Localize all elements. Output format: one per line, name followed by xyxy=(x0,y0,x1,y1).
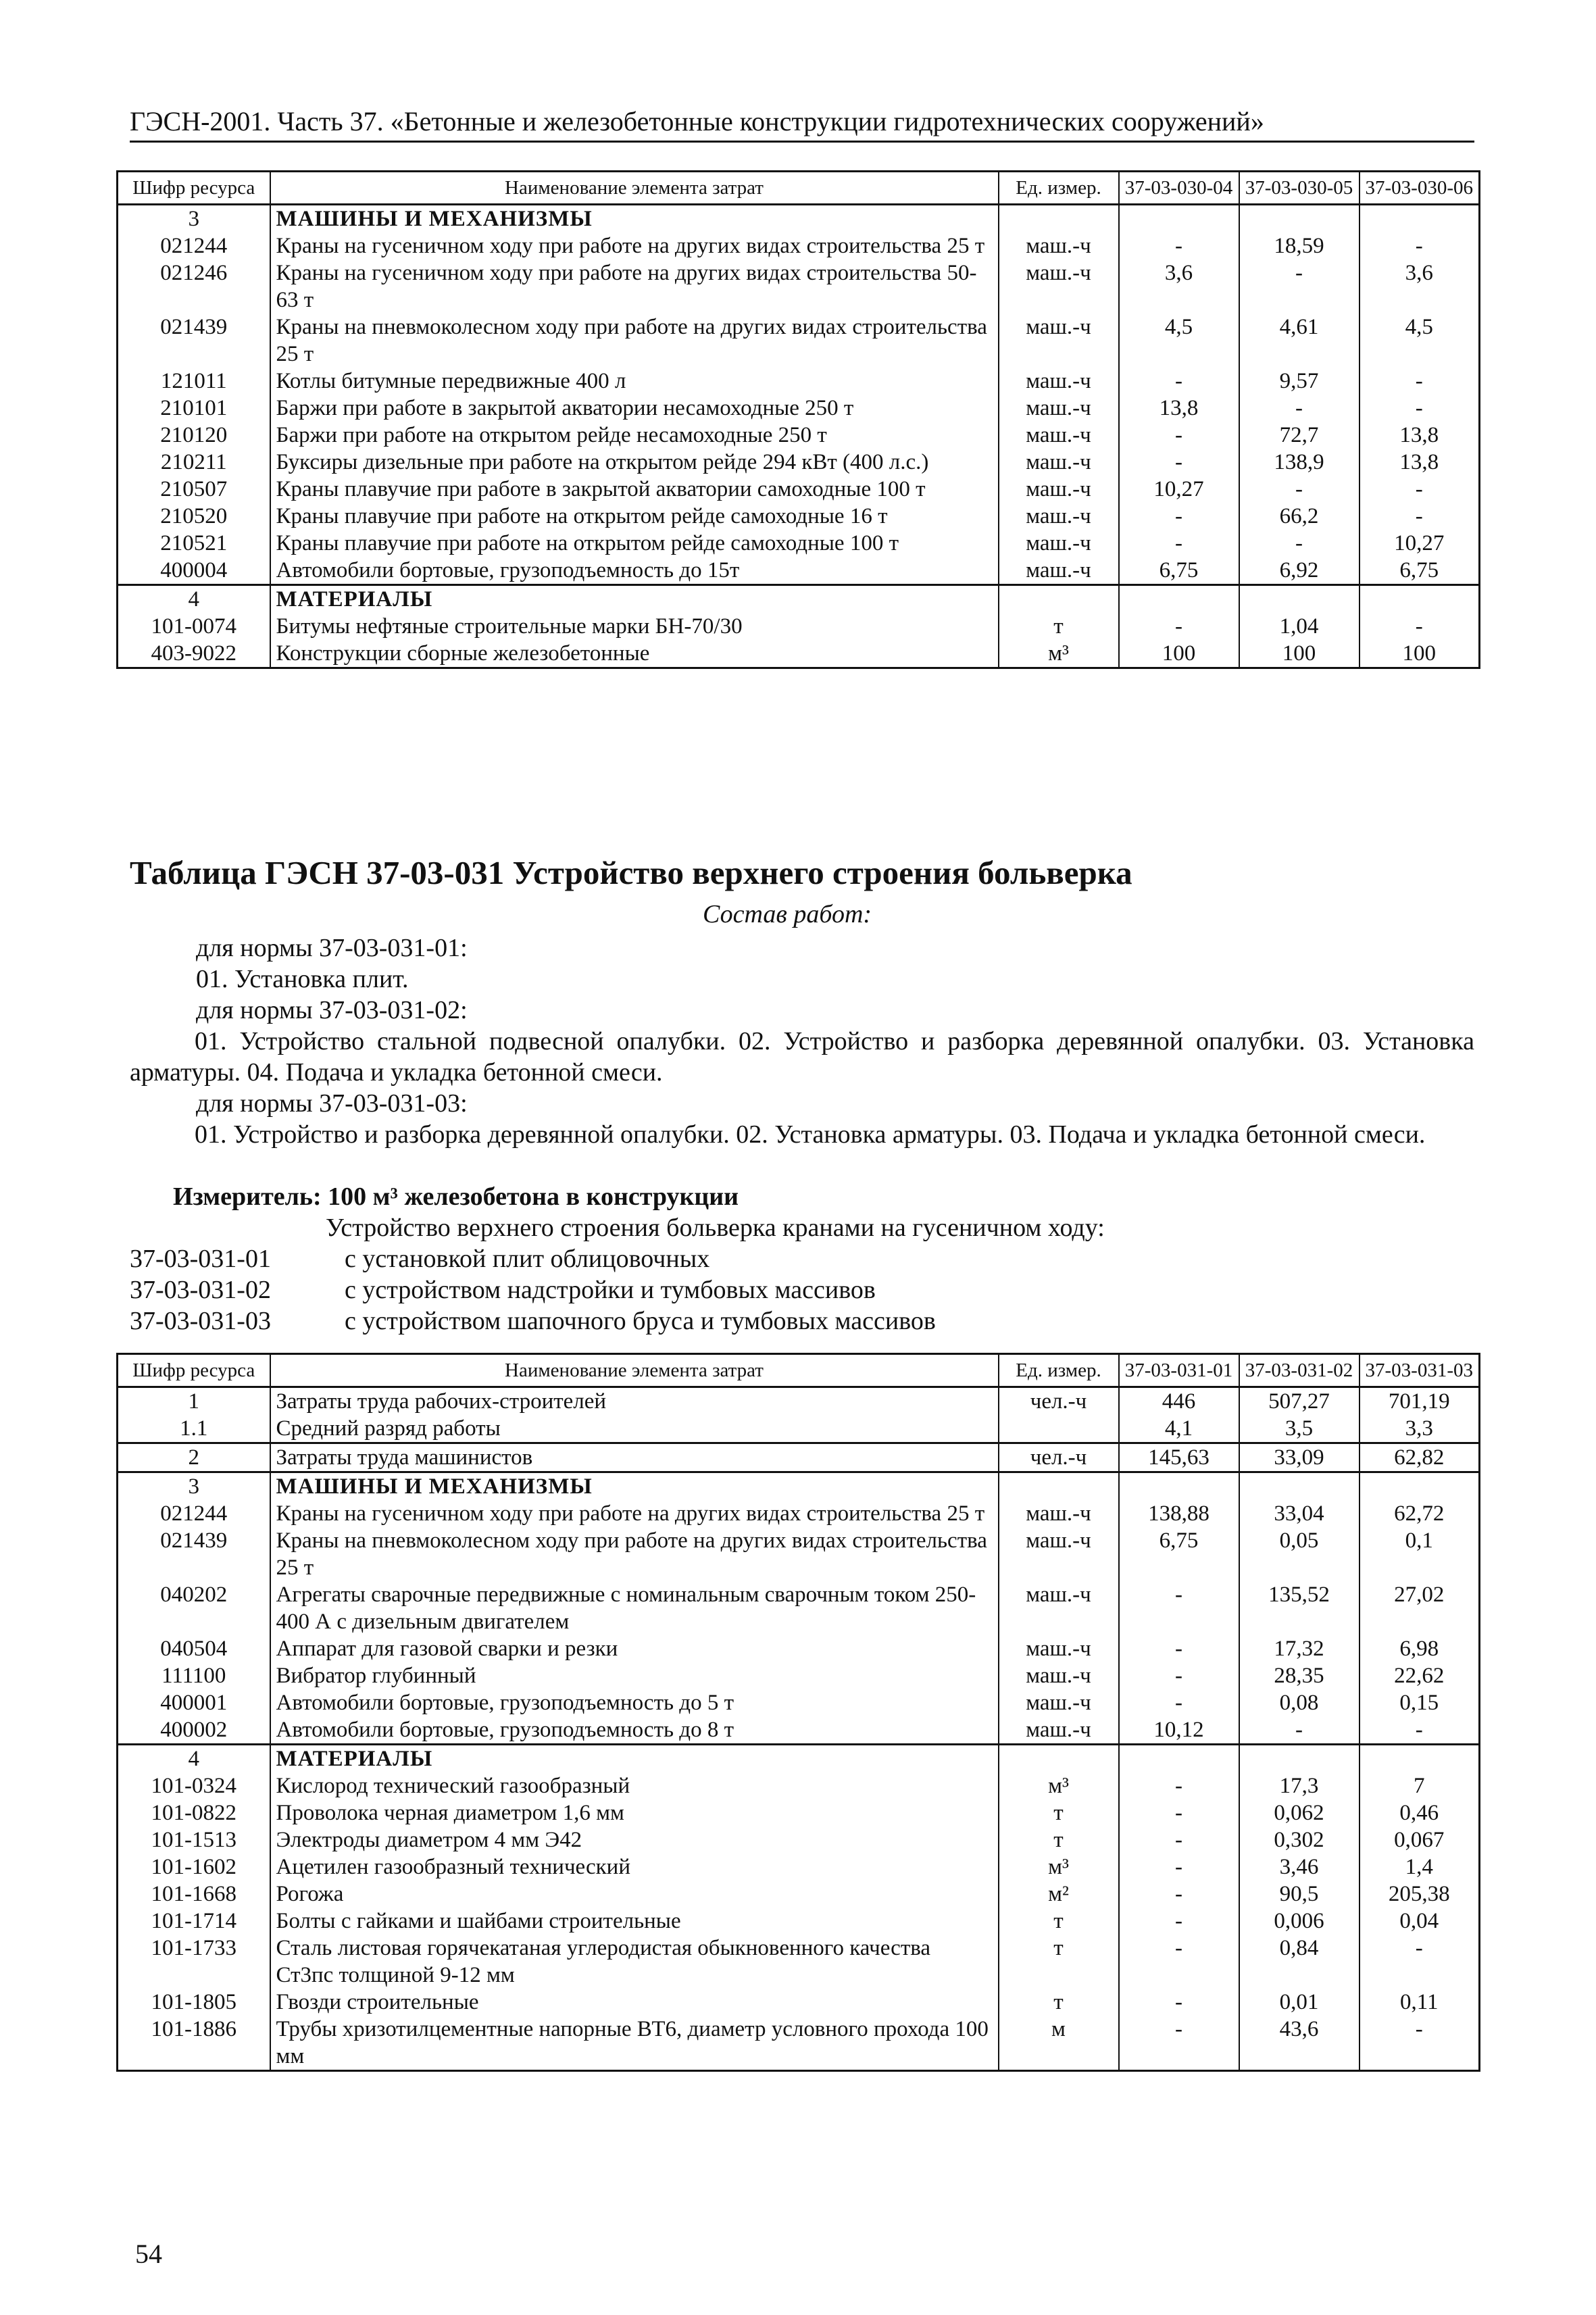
unit-cell: маш.-ч xyxy=(999,1635,1119,1662)
norm-1-value-cell: - xyxy=(1119,1908,1239,1935)
norm-1-value-cell: - xyxy=(1119,1989,1239,2016)
header-unit: Ед. измер. xyxy=(999,172,1119,205)
norm-3-value-cell: - xyxy=(1360,476,1480,503)
norm-2-value-cell: 0,84 xyxy=(1239,1935,1360,1989)
norm-1-works: 01. Установка плит. xyxy=(196,965,409,993)
norm-2-value-cell: 43,6 xyxy=(1239,2016,1360,2071)
table-row xyxy=(118,1415,1480,1443)
unit-cell: маш.-ч xyxy=(999,557,1119,585)
header-norm-3: 37-03-030-06 xyxy=(1360,172,1480,205)
resource-code-cell: 210211 xyxy=(118,449,270,476)
norm-1-value-cell: 6,75 xyxy=(1119,1527,1239,1581)
norm-1-value-cell xyxy=(1119,1472,1239,1501)
table-row xyxy=(118,1689,1480,1716)
table-row xyxy=(118,1716,1480,1745)
table-row xyxy=(118,2016,1480,2071)
table-row xyxy=(118,1527,1480,1581)
norm-1-value-cell: 138,88 xyxy=(1119,1500,1239,1527)
norm-3-value-cell: 0,04 xyxy=(1360,1908,1480,1935)
table-row xyxy=(118,1662,1480,1689)
norm-3-value-cell: 0,15 xyxy=(1360,1689,1480,1716)
unit-cell: т xyxy=(999,1989,1119,2016)
resource-name-cell: Рогожа xyxy=(270,1881,999,1908)
table-row xyxy=(118,476,1480,503)
norm-3-works: 01. Устройство и разборка деревянной опалубки. 02. Установка арматуры. 03. Подача и укладка бетонной смеси. xyxy=(195,1120,1426,1149)
variant-text: с устройством надстройки и тумбовых массивов xyxy=(345,1276,876,1304)
variant-code: 37-03-031-03 xyxy=(130,1307,271,1335)
norm-1-value-cell: 4,1 xyxy=(1119,1415,1239,1443)
norm-3-value-cell: 3,6 xyxy=(1360,259,1480,314)
norm-1-value-cell: - xyxy=(1119,1826,1239,1853)
table-row xyxy=(118,422,1480,449)
unit-cell: маш.-ч xyxy=(999,368,1119,395)
page-number: 54 xyxy=(135,2239,162,2269)
norm-2-value-cell: 6,92 xyxy=(1239,557,1360,585)
resource-name-cell: Краны на гусеничном ходу при работе на других видах строительства 50-63 т xyxy=(270,259,999,314)
unit-cell: маш.-ч xyxy=(999,530,1119,557)
unit-cell: маш.-ч xyxy=(999,395,1119,422)
norm-3-label: для нормы 37-03-031-03: xyxy=(196,1089,468,1118)
resource-code-cell: 210507 xyxy=(118,476,270,503)
unit-cell xyxy=(999,1745,1119,1773)
resource-code-cell: 101-1602 xyxy=(118,1853,270,1881)
resource-name-cell: Баржи при работе в закрытой акватории несамоходные 250 т xyxy=(270,395,999,422)
norm-3-value-cell xyxy=(1360,585,1480,614)
resource-code-cell: 040202 xyxy=(118,1581,270,1635)
norm-3-value-cell: 22,62 xyxy=(1360,1662,1480,1689)
norm-2-value-cell: 0,006 xyxy=(1239,1908,1360,1935)
norm-2-value-cell: 18,59 xyxy=(1239,232,1360,259)
norm-3-value-cell xyxy=(1360,1472,1480,1501)
table-row xyxy=(118,1635,1480,1662)
resource-code-cell: 021439 xyxy=(118,1527,270,1581)
resource-code-cell: 111100 xyxy=(118,1662,270,1689)
resource-name-cell: Баржи при работе на открытом рейде несамоходные 250 т xyxy=(270,422,999,449)
norm-1-value-cell: - xyxy=(1119,1935,1239,1989)
norm-2-value-cell: 33,04 xyxy=(1239,1500,1360,1527)
norm-3-value-cell xyxy=(1360,205,1480,233)
norm-2-value-cell: 0,01 xyxy=(1239,1989,1360,2016)
resource-code-cell: 101-0074 xyxy=(118,613,270,640)
resource-code-cell: 101-1886 xyxy=(118,2016,270,2071)
resource-name-cell: Затраты труда рабочих-строителей xyxy=(270,1387,999,1416)
unit-cell: маш.-ч xyxy=(999,422,1119,449)
norm-3-value-cell: 27,02 xyxy=(1360,1581,1480,1635)
norm-3-value-cell: 6,98 xyxy=(1360,1635,1480,1662)
table-row xyxy=(118,1935,1480,1989)
norm-3-value-cell: - xyxy=(1360,1716,1480,1745)
work-composition-heading: Состав работ: xyxy=(703,900,872,928)
norm-3-value-cell: - xyxy=(1360,395,1480,422)
unit-cell: т xyxy=(999,1935,1119,1989)
norm-1-value-cell: 446 xyxy=(1119,1387,1239,1416)
resource-code-cell: 210521 xyxy=(118,530,270,557)
resource-name-cell: Автомобили бортовые, грузоподъемность до 15т xyxy=(270,557,999,585)
norm-3-value-cell: 0,067 xyxy=(1360,1826,1480,1853)
resource-name-cell: Электроды диаметром 4 мм Э42 xyxy=(270,1826,999,1853)
norm-3-value-cell: - xyxy=(1360,503,1480,530)
norm-3-value-cell: - xyxy=(1360,1935,1480,1989)
resource-name-cell: Аппарат для газовой сварки и резки xyxy=(270,1635,999,1662)
norm-2-value-cell: 28,35 xyxy=(1239,1662,1360,1689)
unit-cell: маш.-ч xyxy=(999,476,1119,503)
norm-2-works: 01. Устройство стальной подвесной опалубки. 02. Устройство и разборка деревянной опалубки. 03. Установка арматуры. 04. Подача и укладка бетонной смеси. xyxy=(130,1027,1474,1087)
resource-table-030 xyxy=(116,170,1480,669)
resource-code-cell: 021246 xyxy=(118,259,270,314)
table-row xyxy=(118,530,1480,557)
resource-code-cell: 021244 xyxy=(118,1500,270,1527)
unit-cell: маш.-ч xyxy=(999,503,1119,530)
variants-intro: Устройство верхнего строения больверка кранами на гусеничном ходу: xyxy=(326,1214,1105,1242)
header-name: Наименование элемента затрат xyxy=(270,172,999,205)
measure-unit: Измеритель: 100 м³ железобетона в конструкции xyxy=(173,1183,739,1211)
norm-3-value-cell: 4,5 xyxy=(1360,314,1480,368)
norm-2-value-cell xyxy=(1239,585,1360,614)
norm-3-value-cell: 62,82 xyxy=(1360,1443,1480,1472)
resource-code-cell: 101-1513 xyxy=(118,1826,270,1853)
norm-1-value-cell: 13,8 xyxy=(1119,395,1239,422)
table-header-row xyxy=(118,172,1480,205)
table-row xyxy=(118,368,1480,395)
norm-2-value-cell: 3,46 xyxy=(1239,1853,1360,1881)
header-code: Шифр ресурса xyxy=(118,1354,270,1387)
table-row xyxy=(118,1908,1480,1935)
norm-3-value-cell: 0,11 xyxy=(1360,1989,1480,2016)
header-norm-1: 37-03-030-04 xyxy=(1119,172,1239,205)
table-row xyxy=(118,1853,1480,1881)
unit-cell xyxy=(999,1472,1119,1501)
norm-2-value-cell: - xyxy=(1239,395,1360,422)
norm-1-value-cell: - xyxy=(1119,1853,1239,1881)
resource-name-cell: Краны плавучие при работе на открытом рейде самоходные 16 т xyxy=(270,503,999,530)
unit-cell: маш.-ч xyxy=(999,259,1119,314)
resource-code-cell: 021244 xyxy=(118,232,270,259)
resource-name-cell: Автомобили бортовые, грузоподъемность до 8 т xyxy=(270,1716,999,1745)
norm-2-value-cell: 9,57 xyxy=(1239,368,1360,395)
norm-3-value-cell: 6,75 xyxy=(1360,557,1480,585)
norm-2-value-cell: 0,08 xyxy=(1239,1689,1360,1716)
norm-1-value-cell: - xyxy=(1119,1689,1239,1716)
table-row xyxy=(118,1387,1480,1416)
norm-2-value-cell: 90,5 xyxy=(1239,1881,1360,1908)
variant-code: 37-03-031-01 xyxy=(130,1245,271,1273)
norm-3-value-cell: 0,1 xyxy=(1360,1527,1480,1581)
resource-code-cell: 403-9022 xyxy=(118,640,270,668)
unit-cell: маш.-ч xyxy=(999,314,1119,368)
table-row xyxy=(118,1799,1480,1826)
resource-code-cell: 210520 xyxy=(118,503,270,530)
resource-code-cell: 040504 xyxy=(118,1635,270,1662)
unit-cell: м³ xyxy=(999,1853,1119,1881)
resource-code-cell: 400002 xyxy=(118,1716,270,1745)
norm-3-value-cell: 13,8 xyxy=(1360,422,1480,449)
resource-code-cell: 101-1668 xyxy=(118,1881,270,1908)
table-row xyxy=(118,259,1480,314)
resource-name-cell: Сталь листовая горячекатаная углеродистая обыкновенного качества Ст3пс толщиной 9-12 мм xyxy=(270,1935,999,1989)
unit-cell: т xyxy=(999,1908,1119,1935)
section-row xyxy=(118,585,1480,614)
resource-code-cell: 021439 xyxy=(118,314,270,368)
section-row xyxy=(118,205,1480,233)
unit-cell: м³ xyxy=(999,640,1119,668)
norm-3-value-cell: 10,27 xyxy=(1360,530,1480,557)
table-header-row xyxy=(118,1354,1480,1387)
norm-2-value-cell: 17,32 xyxy=(1239,1635,1360,1662)
unit-cell xyxy=(999,1415,1119,1443)
norm-3-value-cell: 7 xyxy=(1360,1772,1480,1799)
unit-cell: т xyxy=(999,1826,1119,1853)
resource-code-cell: 3 xyxy=(118,205,270,233)
norm-2-value-cell: 3,5 xyxy=(1239,1415,1360,1443)
variant-text: с установкой плит облицовочных xyxy=(345,1245,710,1273)
norm-1-value-cell: - xyxy=(1119,1635,1239,1662)
variant-code: 37-03-031-02 xyxy=(130,1276,271,1304)
table-row xyxy=(118,1581,1480,1635)
resource-name-cell: Средний разряд работы xyxy=(270,1415,999,1443)
table-row xyxy=(118,395,1480,422)
resource-code-cell: 2 xyxy=(118,1443,270,1472)
norm-1-value-cell: - xyxy=(1119,1799,1239,1826)
norm-1-value-cell: - xyxy=(1119,1662,1239,1689)
unit-cell: чел.-ч xyxy=(999,1443,1119,1472)
norm-2-value-cell: 100 xyxy=(1239,640,1360,668)
table-row xyxy=(118,640,1480,668)
resource-name-cell: Болты с гайками и шайбами строительные xyxy=(270,1908,999,1935)
norm-3-value-cell: 13,8 xyxy=(1360,449,1480,476)
header-name: Наименование элемента затрат xyxy=(270,1354,999,1387)
unit-cell: маш.-ч xyxy=(999,232,1119,259)
norm-2-label: для нормы 37-03-031-02: xyxy=(196,996,468,1024)
resource-name-cell: Агрегаты сварочные передвижные с номинальным сварочным током 250-400 А с дизельным двигателем xyxy=(270,1581,999,1635)
norm-2-value-cell: - xyxy=(1239,530,1360,557)
unit-cell: маш.-ч xyxy=(999,1500,1119,1527)
table-title: Таблица ГЭСН 37-03-031 Устройство верхнего строения больверка xyxy=(130,854,1132,891)
unit-cell: маш.-ч xyxy=(999,1689,1119,1716)
norm-2-value-cell: 135,52 xyxy=(1239,1581,1360,1635)
norm-1-value-cell: 4,5 xyxy=(1119,314,1239,368)
norm-1-value-cell: - xyxy=(1119,613,1239,640)
running-header: ГЭСН-2001. Часть 37. «Бетонные и железобетонные конструкции гидротехнических сооружений» xyxy=(130,105,1474,143)
resource-code-cell: 4 xyxy=(118,1745,270,1773)
header-code: Шифр ресурса xyxy=(118,172,270,205)
resource-code-cell: 101-1805 xyxy=(118,1989,270,2016)
variant-text: с устройством шапочного бруса и тумбовых массивов xyxy=(345,1307,936,1335)
table-row xyxy=(118,503,1480,530)
norm-1-value-cell xyxy=(1119,1745,1239,1773)
resource-code-cell: 400001 xyxy=(118,1689,270,1716)
table-row xyxy=(118,1500,1480,1527)
resource-name-cell: Трубы хризотилцементные напорные ВТ6, диаметр условного прохода 100 мм xyxy=(270,2016,999,2071)
norm-1-value-cell: - xyxy=(1119,1581,1239,1635)
resource-code-cell: 101-1714 xyxy=(118,1908,270,1935)
norm-3-value-cell: - xyxy=(1360,2016,1480,2071)
table-row xyxy=(118,1772,1480,1799)
norm-1-value-cell: 6,75 xyxy=(1119,557,1239,585)
norm-3-value-cell: - xyxy=(1360,368,1480,395)
norm-1-value-cell: 10,27 xyxy=(1119,476,1239,503)
norm-3-value-cell: - xyxy=(1360,613,1480,640)
norm-1-value-cell: - xyxy=(1119,530,1239,557)
unit-cell: м xyxy=(999,2016,1119,2071)
norm-3-value-cell xyxy=(1360,1745,1480,1773)
resource-code-cell: 121011 xyxy=(118,368,270,395)
section-row xyxy=(118,1472,1480,1501)
table-row xyxy=(118,1989,1480,2016)
unit-cell: маш.-ч xyxy=(999,1581,1119,1635)
resource-name-cell: Краны на пневмоколесном ходу при работе на других видах строительства 25 т xyxy=(270,314,999,368)
norm-1-value-cell: - xyxy=(1119,368,1239,395)
resource-name-cell: Вибратор глубинный xyxy=(270,1662,999,1689)
norm-3-value-cell: - xyxy=(1360,232,1480,259)
norm-1-value-cell: - xyxy=(1119,1772,1239,1799)
norm-2-value-cell: 0,302 xyxy=(1239,1826,1360,1853)
resource-name-cell: Краны плавучие при работе в закрытой акватории самоходные 100 т xyxy=(270,476,999,503)
resource-table-031 xyxy=(116,1353,1480,2072)
norm-2-value-cell: 1,04 xyxy=(1239,613,1360,640)
resource-name-cell: МАТЕРИАЛЫ xyxy=(270,585,999,614)
unit-cell: т xyxy=(999,1799,1119,1826)
resource-name-cell: Котлы битумные передвижные 400 л xyxy=(270,368,999,395)
norm-1-value-cell: 10,12 xyxy=(1119,1716,1239,1745)
section-row xyxy=(118,1745,1480,1773)
resource-code-cell: 1 xyxy=(118,1387,270,1416)
norm-2-value-cell xyxy=(1239,205,1360,233)
norm-2-value-cell: - xyxy=(1239,259,1360,314)
resource-name-cell: Буксиры дизельные при работе на открытом рейде 294 кВт (400 л.с.) xyxy=(270,449,999,476)
unit-cell xyxy=(999,205,1119,233)
unit-cell: маш.-ч xyxy=(999,1662,1119,1689)
norm-2-value-cell: 0,05 xyxy=(1239,1527,1360,1581)
norm-3-value-cell: 1,4 xyxy=(1360,1853,1480,1881)
norm-2-value-cell: - xyxy=(1239,1716,1360,1745)
norm-2-value-cell: 66,2 xyxy=(1239,503,1360,530)
norm-2-value-cell: 72,7 xyxy=(1239,422,1360,449)
header-unit: Ед. измер. xyxy=(999,1354,1119,1387)
norm-2-value-cell: 17,3 xyxy=(1239,1772,1360,1799)
table-row xyxy=(118,449,1480,476)
norm-1-value-cell: - xyxy=(1119,1881,1239,1908)
resource-name-cell: Краны на пневмоколесном ходу при работе на других видах строительства 25 т xyxy=(270,1527,999,1581)
resource-name-cell: Проволока черная диаметром 1,6 мм xyxy=(270,1799,999,1826)
resource-name-cell: Ацетилен газообразный технический xyxy=(270,1853,999,1881)
norm-1-value-cell: - xyxy=(1119,422,1239,449)
norm-2-value-cell: 33,09 xyxy=(1239,1443,1360,1472)
norm-2-value-cell: 507,27 xyxy=(1239,1387,1360,1416)
norm-3-value-cell: 3,3 xyxy=(1360,1415,1480,1443)
unit-cell xyxy=(999,585,1119,614)
norm-1-value-cell xyxy=(1119,585,1239,614)
norm-1-value-cell: - xyxy=(1119,449,1239,476)
resource-name-cell: Краны плавучие при работе на открытом рейде самоходные 100 т xyxy=(270,530,999,557)
table-row xyxy=(118,314,1480,368)
resource-code-cell: 101-0324 xyxy=(118,1772,270,1799)
norm-1-value-cell: 3,6 xyxy=(1119,259,1239,314)
resource-name-cell: Затраты труда машинистов xyxy=(270,1443,999,1472)
unit-cell: маш.-ч xyxy=(999,449,1119,476)
unit-cell: чел.-ч xyxy=(999,1387,1119,1416)
resource-name-cell: МАШИНЫ И МЕХАНИЗМЫ xyxy=(270,205,999,233)
resource-name-cell: Гвозди строительные xyxy=(270,1989,999,2016)
norm-1-value-cell: 145,63 xyxy=(1119,1443,1239,1472)
norm-3-value-cell: 701,19 xyxy=(1360,1387,1480,1416)
resource-code-cell: 210120 xyxy=(118,422,270,449)
unit-cell: маш.-ч xyxy=(999,1716,1119,1745)
header-norm-3: 37-03-031-03 xyxy=(1360,1354,1480,1387)
table-row xyxy=(118,1826,1480,1853)
header-norm-2: 37-03-030-05 xyxy=(1239,172,1360,205)
table-row xyxy=(118,1443,1480,1472)
resource-code-cell: 1.1 xyxy=(118,1415,270,1443)
norm-2-value-cell: 0,062 xyxy=(1239,1799,1360,1826)
resource-code-cell: 101-1733 xyxy=(118,1935,270,1989)
norm-2-value-cell xyxy=(1239,1745,1360,1773)
table-row xyxy=(118,232,1480,259)
resource-code-cell: 4 xyxy=(118,585,270,614)
table-row xyxy=(118,557,1480,585)
unit-cell: маш.-ч xyxy=(999,1527,1119,1581)
unit-cell: т xyxy=(999,613,1119,640)
norm-1-value-cell: 100 xyxy=(1119,640,1239,668)
norm-1-value-cell xyxy=(1119,205,1239,233)
norm-2-value-cell: - xyxy=(1239,476,1360,503)
resource-name-cell: Краны на гусеничном ходу при работе на других видах строительства 25 т xyxy=(270,1500,999,1527)
norm-3-value-cell: 100 xyxy=(1360,640,1480,668)
norm-2-value-cell xyxy=(1239,1472,1360,1501)
resource-name-cell: Конструкции сборные железобетонные xyxy=(270,640,999,668)
header-norm-1: 37-03-031-01 xyxy=(1119,1354,1239,1387)
resource-name-cell: МАШИНЫ И МЕХАНИЗМЫ xyxy=(270,1472,999,1501)
resource-code-cell: 101-0822 xyxy=(118,1799,270,1826)
table-row xyxy=(118,1881,1480,1908)
norm-1-label: для нормы 37-03-031-01: xyxy=(196,934,468,962)
norm-2-value-cell: 138,9 xyxy=(1239,449,1360,476)
resource-name-cell: Краны на гусеничном ходу при работе на других видах строительства 25 т xyxy=(270,232,999,259)
resource-name-cell: Кислород технический газообразный xyxy=(270,1772,999,1799)
norm-1-value-cell: - xyxy=(1119,2016,1239,2071)
resource-name-cell: Битумы нефтяные строительные марки БН-70/30 xyxy=(270,613,999,640)
norm-3-value-cell: 62,72 xyxy=(1360,1500,1480,1527)
unit-cell: м² xyxy=(999,1881,1119,1908)
norm-3-value-cell: 0,46 xyxy=(1360,1799,1480,1826)
unit-cell: м³ xyxy=(999,1772,1119,1799)
table-row xyxy=(118,613,1480,640)
header-norm-2: 37-03-031-02 xyxy=(1239,1354,1360,1387)
resource-code-cell: 400004 xyxy=(118,557,270,585)
resource-code-cell: 3 xyxy=(118,1472,270,1501)
resource-code-cell: 210101 xyxy=(118,395,270,422)
norm-1-value-cell: - xyxy=(1119,503,1239,530)
resource-name-cell: МАТЕРИАЛЫ xyxy=(270,1745,999,1773)
norm-2-value-cell: 4,61 xyxy=(1239,314,1360,368)
resource-name-cell: Автомобили бортовые, грузоподъемность до 5 т xyxy=(270,1689,999,1716)
norm-1-value-cell: - xyxy=(1119,232,1239,259)
norm-3-value-cell: 205,38 xyxy=(1360,1881,1480,1908)
